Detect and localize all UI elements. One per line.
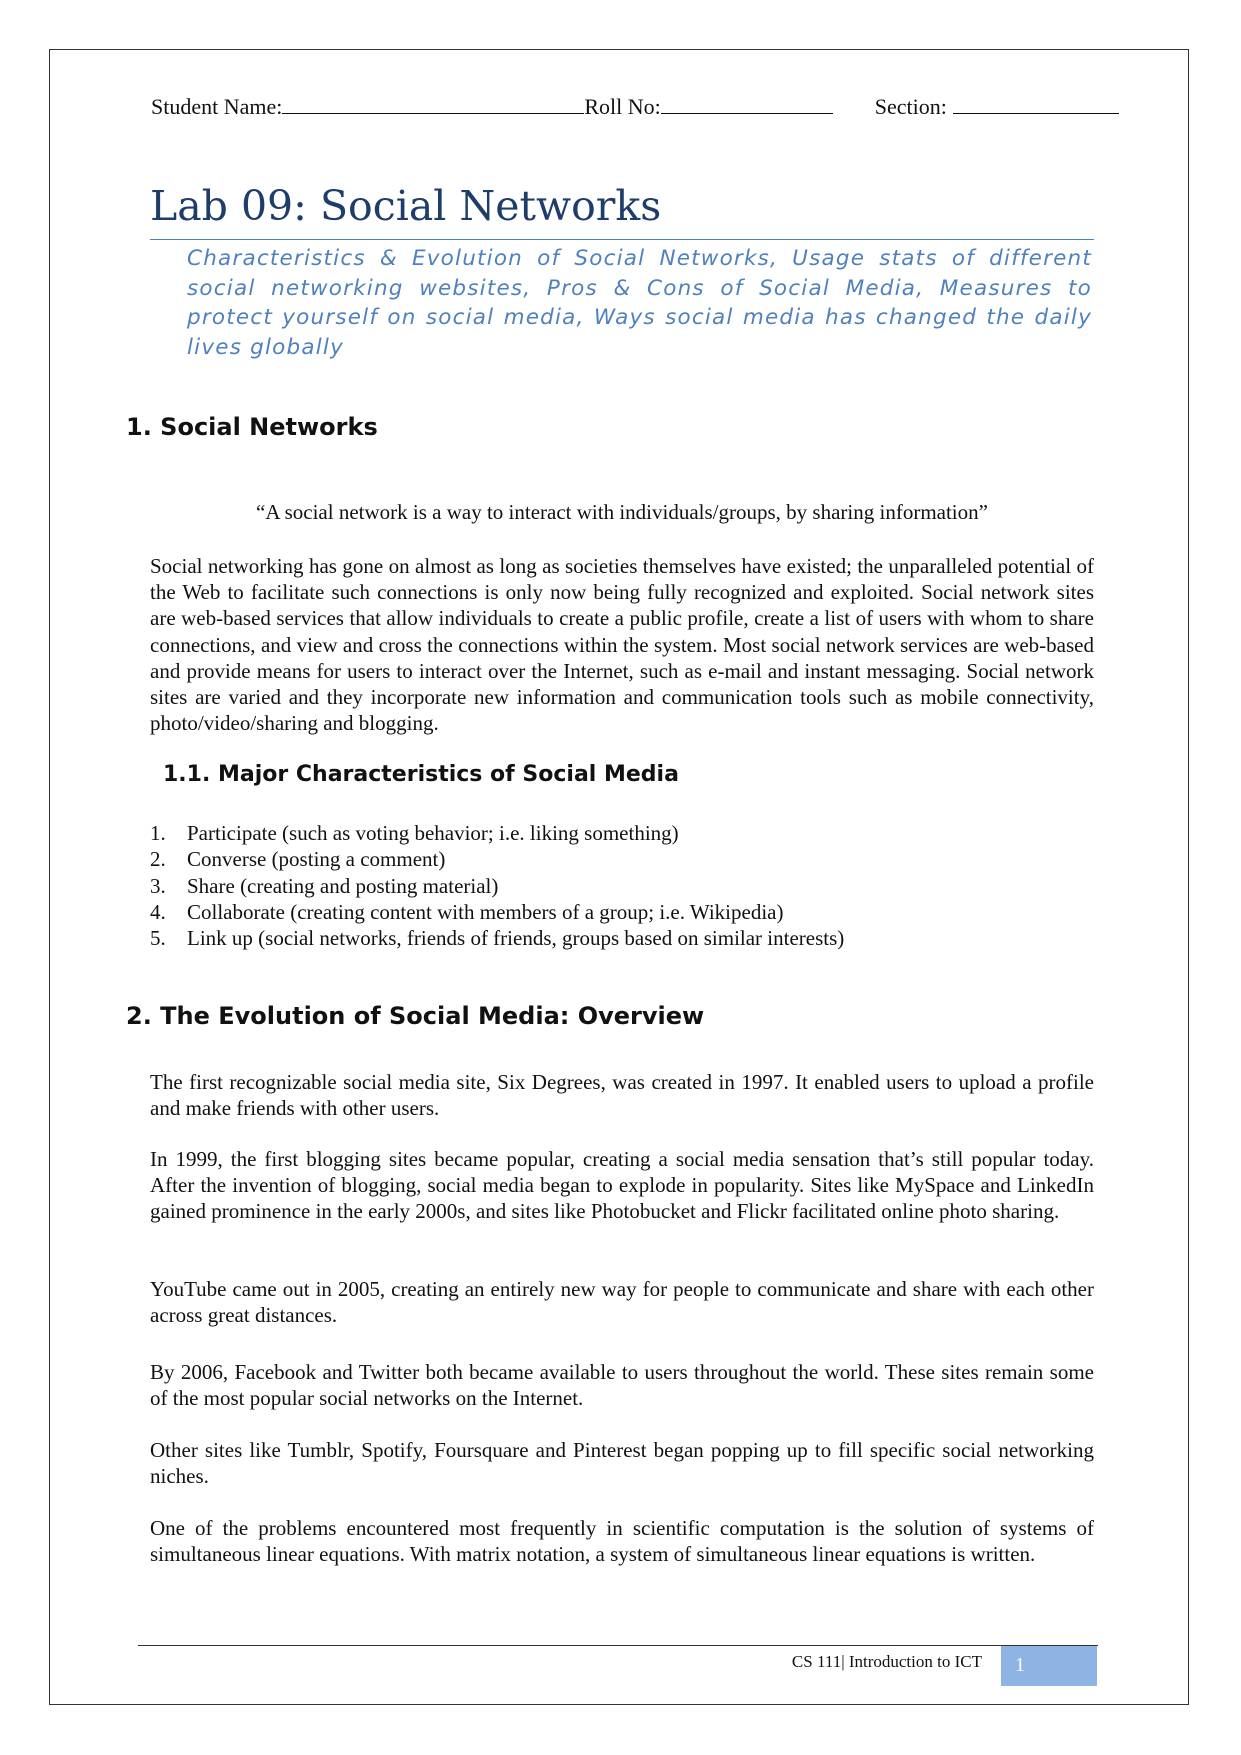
- footer-rule: [138, 1645, 1098, 1646]
- section-2-paragraph: The first recognizable social media site, Six Degrees, was created in 1997. It enabled users to upload a profile and make friends with other users.: [150, 1070, 1094, 1121]
- definition-quote: “A social network is a way to interact with individuals/groups, by sharing information”: [256, 500, 988, 524]
- list-item: 1. Participate (such as voting behavior; i.e. liking something): [150, 821, 679, 845]
- list-item: 3. Share (creating and posting material): [150, 873, 499, 898]
- list-item: 2. Converse (posting a comment): [150, 847, 446, 872]
- page-subtitle: Characteristics & Evolution of Social Networks, Usage stats of different social networking websites, Pros & Cons of Social Media, Measures to protect yourself on social media, Ways social media has changed the daily lives globally: [187, 246, 1092, 360]
- student-name-blank: [282, 95, 584, 114]
- footer-course: CS 111| Introduction to ICT: [791, 1652, 982, 1671]
- section-blank: [953, 95, 1119, 114]
- roll-no-blank: [661, 95, 833, 114]
- section-1-paragraph: Social networking has gone on almost as long as societies themselves have existed; the unparalleled potential of the Web to facilitate such connections is only now being fully recognized and exploited. Social network sites are web-based services that allow individuals to create a public profile, create a list of users with whom to share connections, and view and cross the connections within the system. Most social network services are web-based and provide means for users to interact over the Internet, such as e-mail and instant messaging. Social network sites are varied and they incorporate new information and communication tools such as mobile connectivity, photo/video/sharing and blogging.: [150, 554, 1094, 736]
- section-2-paragraph: Other sites like Tumblr, Spotify, Foursquare and Pinterest began popping up to fill specific social networking niches.: [150, 1438, 1094, 1489]
- title-underline: [150, 239, 1094, 240]
- section-2-paragraph: One of the problems encountered most frequently in scientific computation is the solution of systems of simultaneous linear equations. With matrix notation, a system of simultaneous linear equations is written.: [150, 1516, 1094, 1567]
- list-item: 5. Link up (social networks, friends of friends, groups based on similar interests): [150, 926, 845, 951]
- section-2-paragraph: YouTube came out in 2005, creating an entirely new way for people to communicate and share with each other across great distances.: [150, 1277, 1094, 1328]
- student-name-label: Student Name:: [151, 94, 283, 119]
- section-2-paragraph: By 2006, Facebook and Twitter both became available to users throughout the world. These sites remain some of the most popular social networks on the Internet.: [150, 1360, 1094, 1411]
- page-title: Lab 09: Social Networks: [150, 182, 662, 230]
- characteristics-list: [150, 820, 1094, 951]
- student-info-row: [151, 94, 1141, 120]
- subsection-1-1-heading: 1.1. Major Characteristics of Social Media: [163, 762, 679, 787]
- section-1-heading: 1. Social Networks: [126, 413, 378, 441]
- list-item: 4. Collaborate (creating content with members of a group; i.e. Wikipedia): [150, 899, 784, 924]
- section-label: Section:: [874, 94, 947, 119]
- roll-no-label: Roll No:: [584, 94, 661, 119]
- section-2-paragraph: In 1999, the first blogging sites became popular, creating a social media sensation that’s still popular today. After the invention of blogging, social media began to explode in popularity. Sites like MySpace and LinkedIn gained prominence in the early 2000s, and sites like Photobucket and Flickr facilitated online photo sharing.: [150, 1147, 1094, 1224]
- page-number: 1: [1001, 1646, 1097, 1686]
- section-2-heading: 2. The Evolution of Social Media: Overview: [126, 1002, 705, 1030]
